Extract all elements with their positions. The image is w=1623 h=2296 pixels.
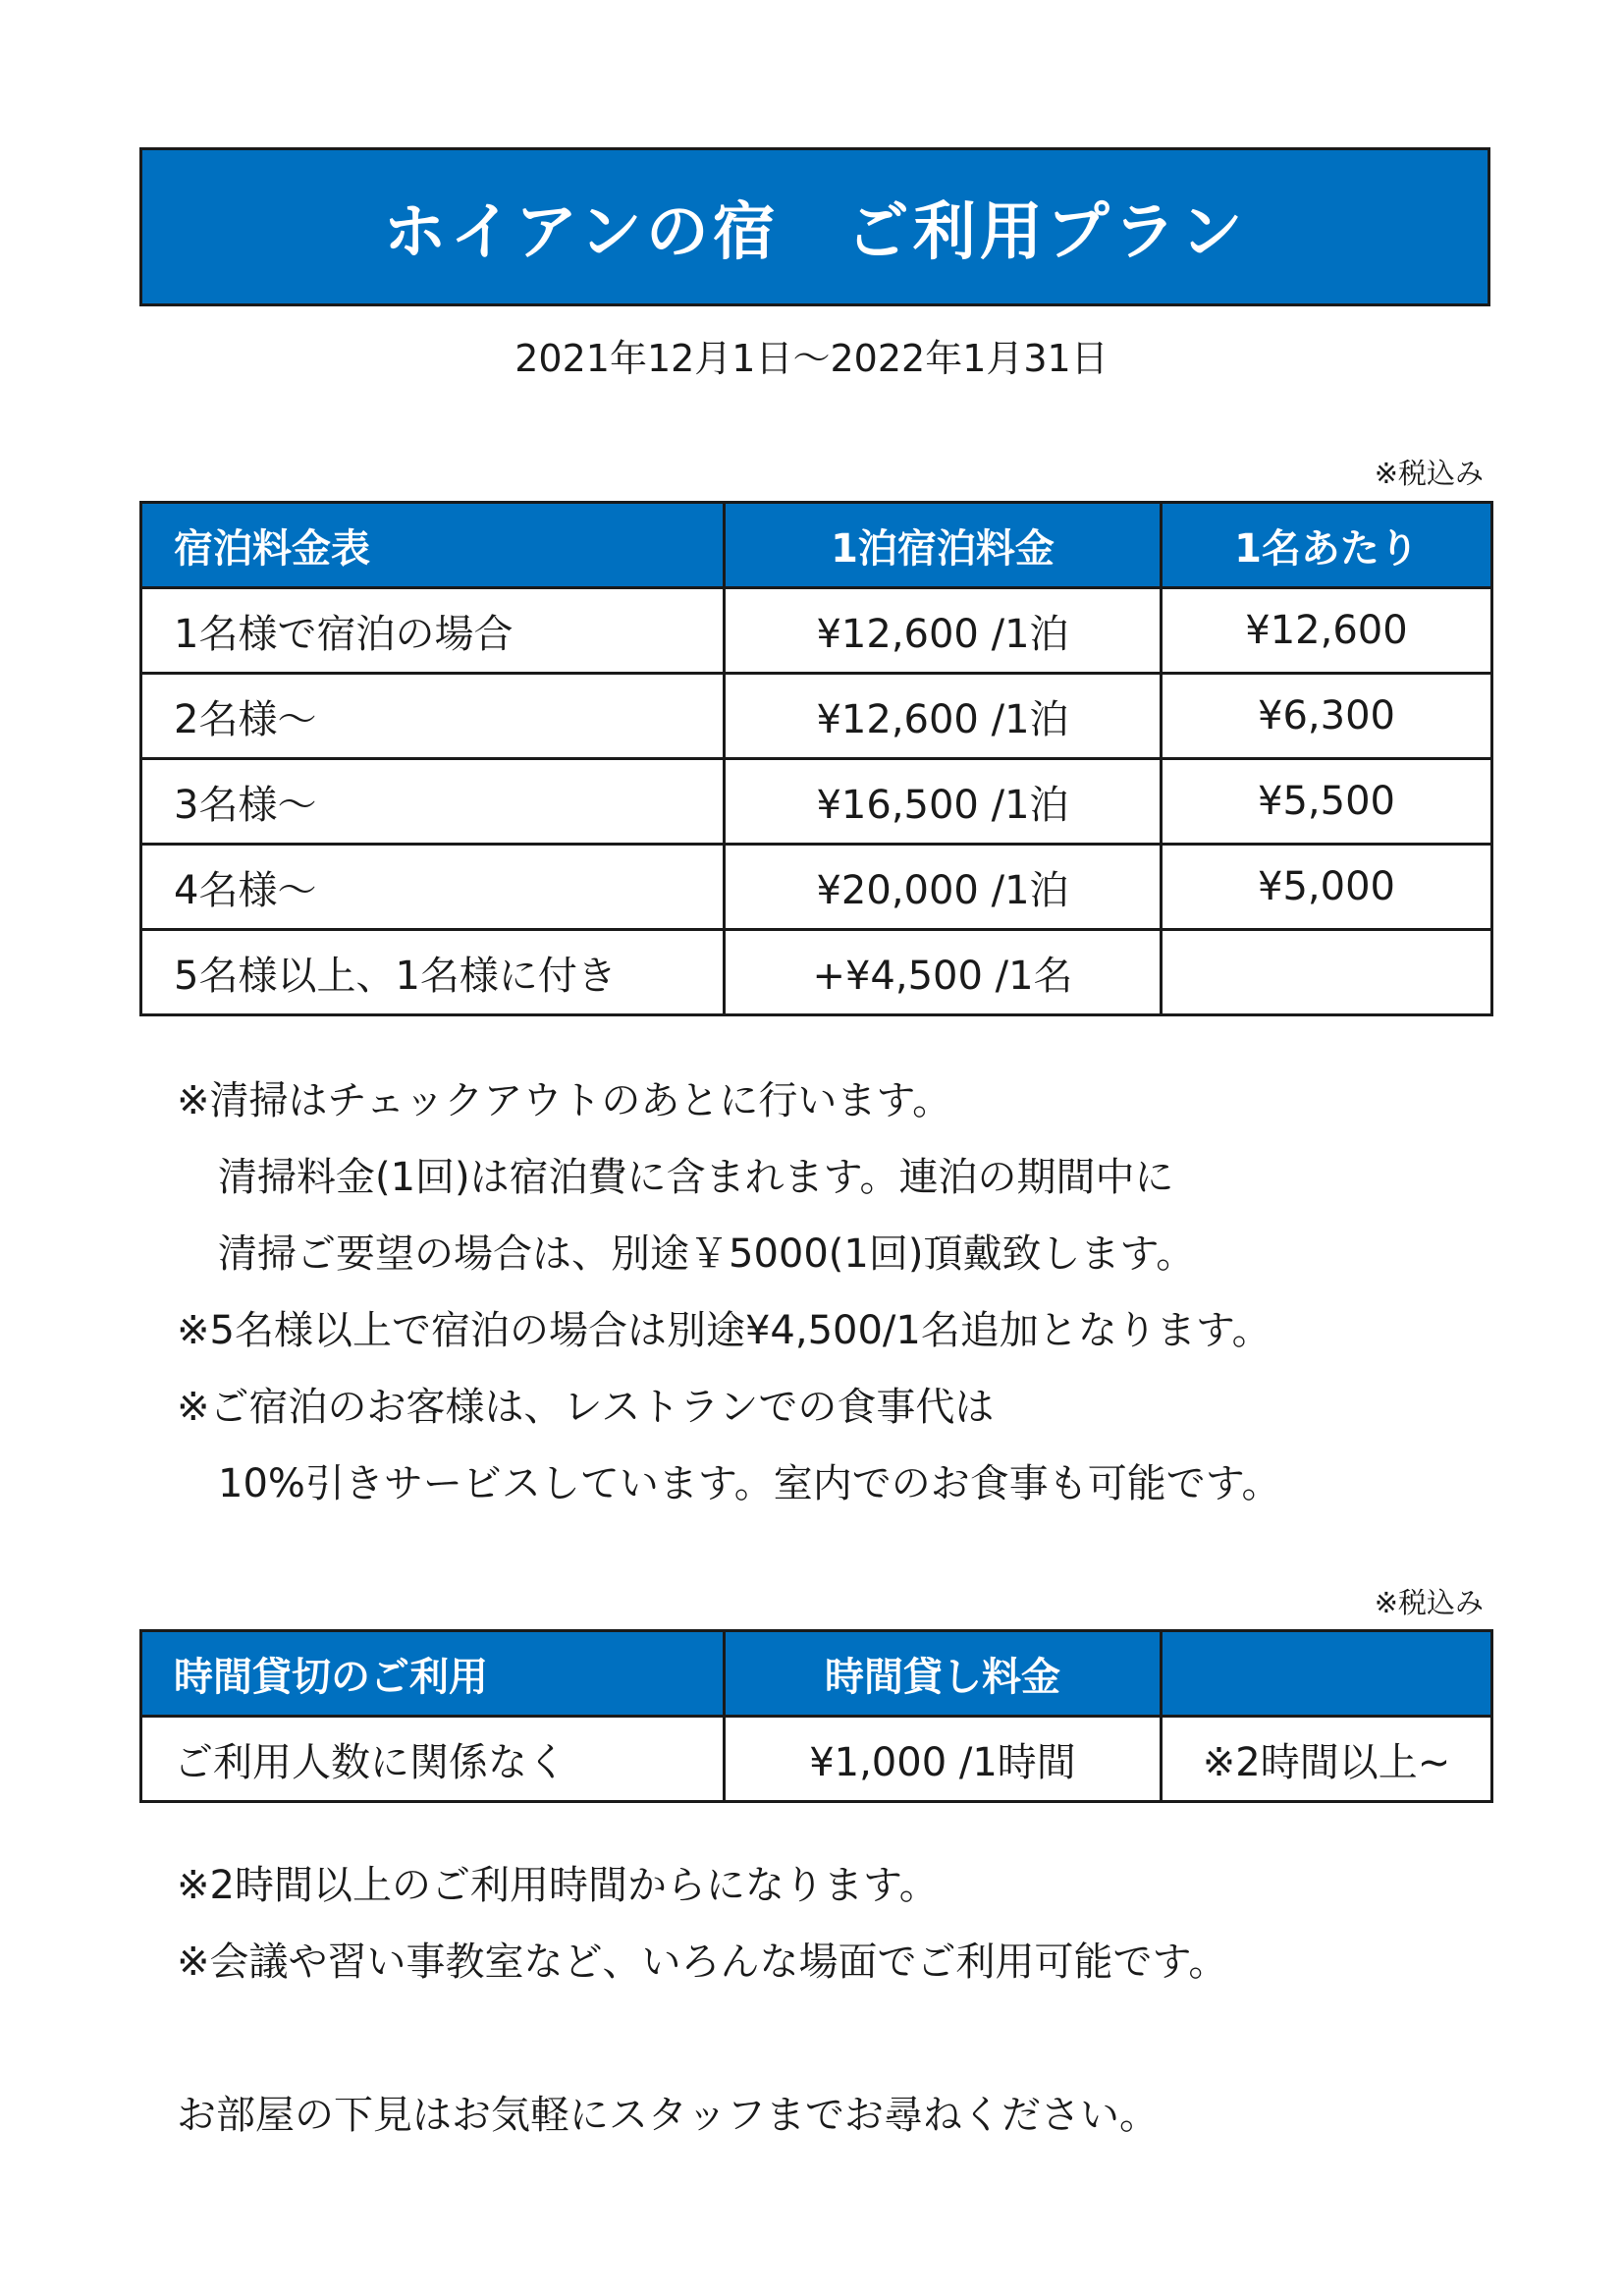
hourly-rate-table — [139, 1629, 1493, 1803]
hourly-rate-cell: ¥1,000 /1時間 — [725, 1717, 1162, 1802]
lodging-table-header-row — [141, 503, 1492, 588]
nightly-rate-cell: +¥4,500 /1名 — [725, 930, 1162, 1015]
hourly-notes — [177, 1847, 1227, 2000]
closing-note — [177, 2077, 1159, 2154]
guest-count-cell: 5名様以上、1名様に付き — [141, 930, 725, 1015]
nightly-rate-cell: ¥20,000 /1泊 — [725, 845, 1162, 930]
note-line: 清掃料金(1回)は宿泊費に含まれます。連泊の期間中に — [218, 1155, 1174, 1200]
page-title: ホイアンの宿 ご利用プラン — [383, 196, 1247, 269]
hourly-table-header-row — [141, 1631, 1492, 1717]
header-hourly-category: 時間貸切のご利用 — [141, 1631, 725, 1717]
nightly-rate-cell: ¥16,500 /1泊 — [725, 759, 1162, 845]
per-person-cell: ¥6,300 — [1162, 674, 1492, 759]
note-line: ※2時間以上のご利用時間からになります。 — [177, 1863, 939, 1908]
header-nightly-rate: 1泊宿泊料金 — [725, 503, 1162, 588]
note-line: 清掃ご要望の場合は、別途￥5000(1回)頂戴致します。 — [218, 1231, 1196, 1277]
table-row — [141, 845, 1492, 930]
title-banner — [139, 147, 1490, 306]
header-hourly-rate: 時間貸し料金 — [725, 1631, 1162, 1717]
per-person-cell: ¥5,000 — [1162, 845, 1492, 930]
hourly-minimum-cell: ※2時間以上~ — [1162, 1717, 1492, 1802]
note-line: ※会議や習い事教室など、いろんな場面でご利用可能です。 — [177, 1940, 1228, 1985]
guest-count-cell: 1名様で宿泊の場合 — [141, 588, 725, 674]
note-line: ※清掃はチェックアウトのあとに行います。 — [177, 1078, 952, 1123]
per-person-cell — [1162, 930, 1492, 1015]
guest-count-cell: 2名様～ — [141, 674, 725, 759]
note-line: ※ご宿泊のお客様は、レストランでの食事代は — [177, 1385, 995, 1430]
per-person-cell: ¥12,600 — [1162, 588, 1492, 674]
lodging-notes — [177, 1063, 1281, 1522]
tax-note-lodging: ※税込み — [1374, 457, 1484, 490]
nightly-rate-cell: ¥12,600 /1泊 — [725, 674, 1162, 759]
note-line: ※5名様以上で宿泊の場合は別途¥4,500/1名追加となります。 — [177, 1308, 1271, 1353]
tax-note-hourly: ※税込み — [1374, 1586, 1484, 1619]
table-row — [141, 930, 1492, 1015]
header-hourly-note — [1162, 1631, 1492, 1717]
closing-line: お部屋の下見はお気軽にスタッフまでお尋ねください。 — [177, 2093, 1159, 2138]
header-lodging-category: 宿泊料金表 — [141, 503, 725, 588]
table-row — [141, 759, 1492, 845]
period-text: 2021年12月1日～2022年1月31日 — [514, 337, 1109, 380]
per-person-cell: ¥5,500 — [1162, 759, 1492, 845]
guest-count-cell: 4名様～ — [141, 845, 725, 930]
table-row — [141, 588, 1492, 674]
lodging-rate-table — [139, 501, 1493, 1016]
guest-count-cell: 3名様～ — [141, 759, 725, 845]
note-line: 10%引きサービスしています。室内でのお食事も可能です。 — [218, 1461, 1281, 1506]
hourly-condition-cell: ご利用人数に関係なく — [141, 1717, 725, 1802]
nightly-rate-cell: ¥12,600 /1泊 — [725, 588, 1162, 674]
table-row — [141, 1717, 1492, 1802]
table-row — [141, 674, 1492, 759]
header-per-person: 1名あたり — [1162, 503, 1492, 588]
